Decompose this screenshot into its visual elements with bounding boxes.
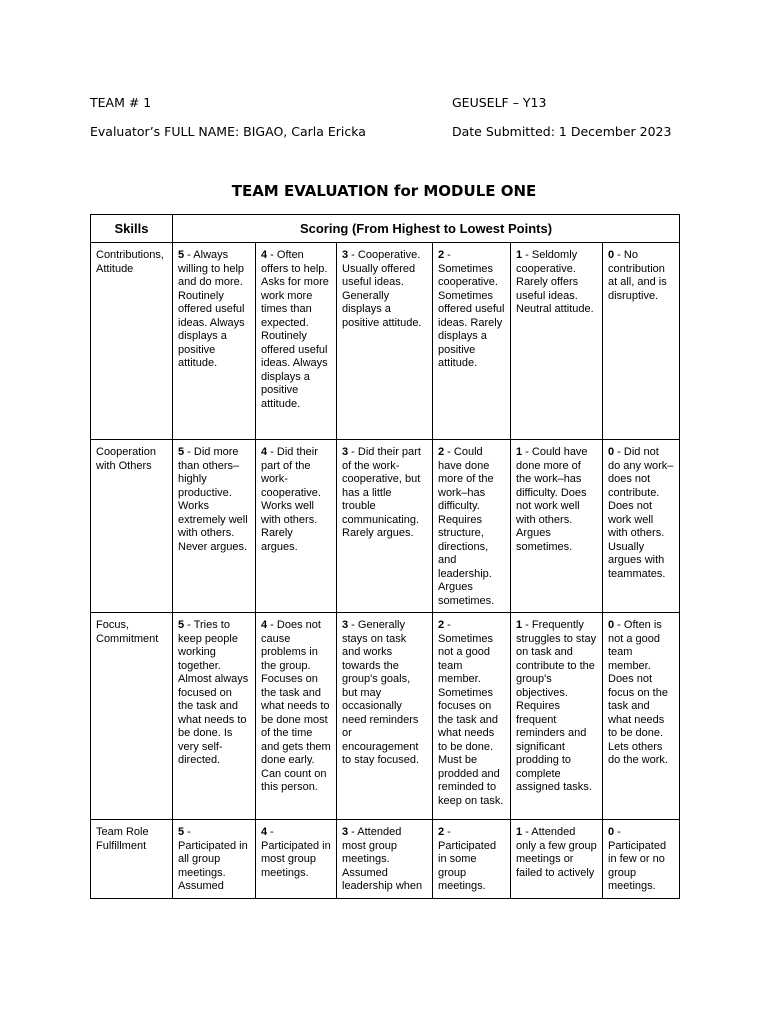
score-cell [511, 613, 603, 820]
score-cell [256, 613, 337, 820]
score-points: 1 [516, 826, 523, 838]
score-cell [603, 243, 680, 440]
score-cell [337, 243, 433, 440]
skill-label: Team Role Fulfillment [91, 820, 173, 899]
score-cell [433, 820, 511, 899]
score-cell [511, 440, 603, 613]
score-description: - Generally stays on task and works towards the group's goals, but may occasionally need reminders or encouragement to stay focused. [342, 619, 420, 766]
evaluator-name: Evaluator’s FULL NAME: BIGAO, Carla Ericka [90, 124, 366, 139]
score-points: 5 [178, 619, 185, 631]
score-cell [337, 440, 433, 613]
score-points: 0 [608, 249, 615, 261]
skill-label: Cooperation with Others [91, 440, 173, 613]
table-header-row [91, 215, 680, 243]
score-description: - No contribution at all, and is disruptive. [608, 249, 667, 302]
score-description: - Participated in most group meetings. [261, 826, 331, 879]
rubric-table [90, 214, 680, 899]
score-description: - Attended only a few group meetings or failed to actively [516, 826, 597, 879]
table-row [91, 243, 680, 440]
score-description: - Participated in few or no group meetings. [608, 826, 667, 892]
score-cell [256, 440, 337, 613]
score-points: 4 [261, 619, 268, 631]
score-cell [173, 243, 256, 440]
score-description: - Participated in some group meetings. [438, 826, 497, 892]
skill-label: Contributions, Attitude [91, 243, 173, 440]
score-cell [433, 440, 511, 613]
score-description: - Frequently struggles to stay on task and contribute to the group's objectives. Requires frequent reminders and significant prodding to complete assigned tasks. [516, 619, 597, 793]
score-description: - Did their part of the work-cooperative, but has a little trouble communicating. Rarely argues. [342, 446, 421, 539]
table-row [91, 440, 680, 613]
score-cell [173, 820, 256, 899]
score-points: 1 [516, 249, 523, 261]
score-points: 3 [342, 446, 349, 458]
score-points: 3 [342, 249, 349, 261]
score-cell [256, 820, 337, 899]
score-points: 0 [608, 826, 615, 838]
score-points: 2 [438, 446, 445, 458]
score-description: - Always willing to help and do more. Routinely offered useful ideas. Always displays a positive attitude. [178, 249, 245, 369]
scoring-header: Scoring (From Highest to Lowest Points) [173, 215, 680, 243]
score-cell [603, 440, 680, 613]
score-description: - Attended most group meetings. Assumed leadership when [342, 826, 423, 892]
score-points: 1 [516, 619, 523, 631]
score-description: - Tries to keep people working together. Almost always focused on the task and what needs to be done. Is very self-directed. [178, 619, 249, 766]
score-cell [337, 820, 433, 899]
score-points: 4 [261, 446, 268, 458]
score-description: - Often is not a good team member. Does not focus on the task and what needs to be done. Lets others do the work. [608, 619, 668, 766]
score-points: 4 [261, 826, 268, 838]
score-description: - Does not cause problems in the group. Focuses on the task and what needs to be done most of the time and gets them done early. Can count on this person. [261, 619, 331, 793]
score-description: - Did their part of the work-cooperative. Works well with others. Rarely argues. [261, 446, 321, 553]
score-cell [511, 820, 603, 899]
score-description: - Could have done more of the work–has difficulty. Requires structure, directions, and leadership. Argues sometimes. [438, 446, 495, 607]
score-cell [433, 243, 511, 440]
score-cell [603, 820, 680, 899]
score-cell [256, 243, 337, 440]
score-points: 0 [608, 446, 615, 458]
score-points: 2 [438, 619, 445, 631]
score-description: - Seldomly cooperative. Rarely offers useful ideas. Neutral attitude. [516, 249, 594, 315]
score-points: 5 [178, 249, 185, 261]
course-code: GEUSELF – Y13 [452, 95, 547, 110]
score-points: 3 [342, 826, 349, 838]
table-row [91, 613, 680, 820]
score-cell [433, 613, 511, 820]
score-points: 0 [608, 619, 615, 631]
skills-header: Skills [91, 215, 173, 243]
score-description: - Sometimes cooperative. Sometimes offered useful ideas. Rarely displays a positive attitude. [438, 249, 505, 369]
date-submitted: Date Submitted: 1 December 2023 [452, 124, 672, 139]
score-points: 1 [516, 446, 523, 458]
skill-label: Focus, Commitment [91, 613, 173, 820]
score-description: - Could have done more of the work–has difficulty. Does not work well with others. Argues sometimes. [516, 446, 588, 553]
score-description: - Did more than others–highly productive. Works extremely well with others. Never argues. [178, 446, 248, 553]
score-points: 3 [342, 619, 349, 631]
score-description: - Cooperative. Usually offered useful ideas. Generally displays a positive attitude. [342, 249, 422, 329]
page-title: TEAM EVALUATION for MODULE ONE [231, 182, 537, 200]
score-description: - Sometimes not a good team member. Sometimes focuses on the task and what needs to be done. Must be prodded and reminded to keep on task. [438, 619, 504, 807]
team-number: TEAM # 1 [90, 95, 152, 110]
score-points: 5 [178, 826, 185, 838]
table-row [91, 820, 680, 899]
score-points: 2 [438, 249, 445, 261]
score-points: 2 [438, 826, 445, 838]
score-points: 4 [261, 249, 268, 261]
score-cell [173, 613, 256, 820]
score-description: - Often offers to help. Asks for more work more times than expected. Routinely offered useful ideas. Always displays a positive attitude. [261, 249, 329, 410]
score-cell [511, 243, 603, 440]
score-cell [603, 613, 680, 820]
score-cell [173, 440, 256, 613]
score-points: 5 [178, 446, 185, 458]
score-description: - Did not do any work–does not contribute. Does not work well with others. Usually argues with teammates. [608, 446, 674, 580]
score-cell [337, 613, 433, 820]
score-description: - Participated in all group meetings. Assumed [178, 826, 248, 892]
